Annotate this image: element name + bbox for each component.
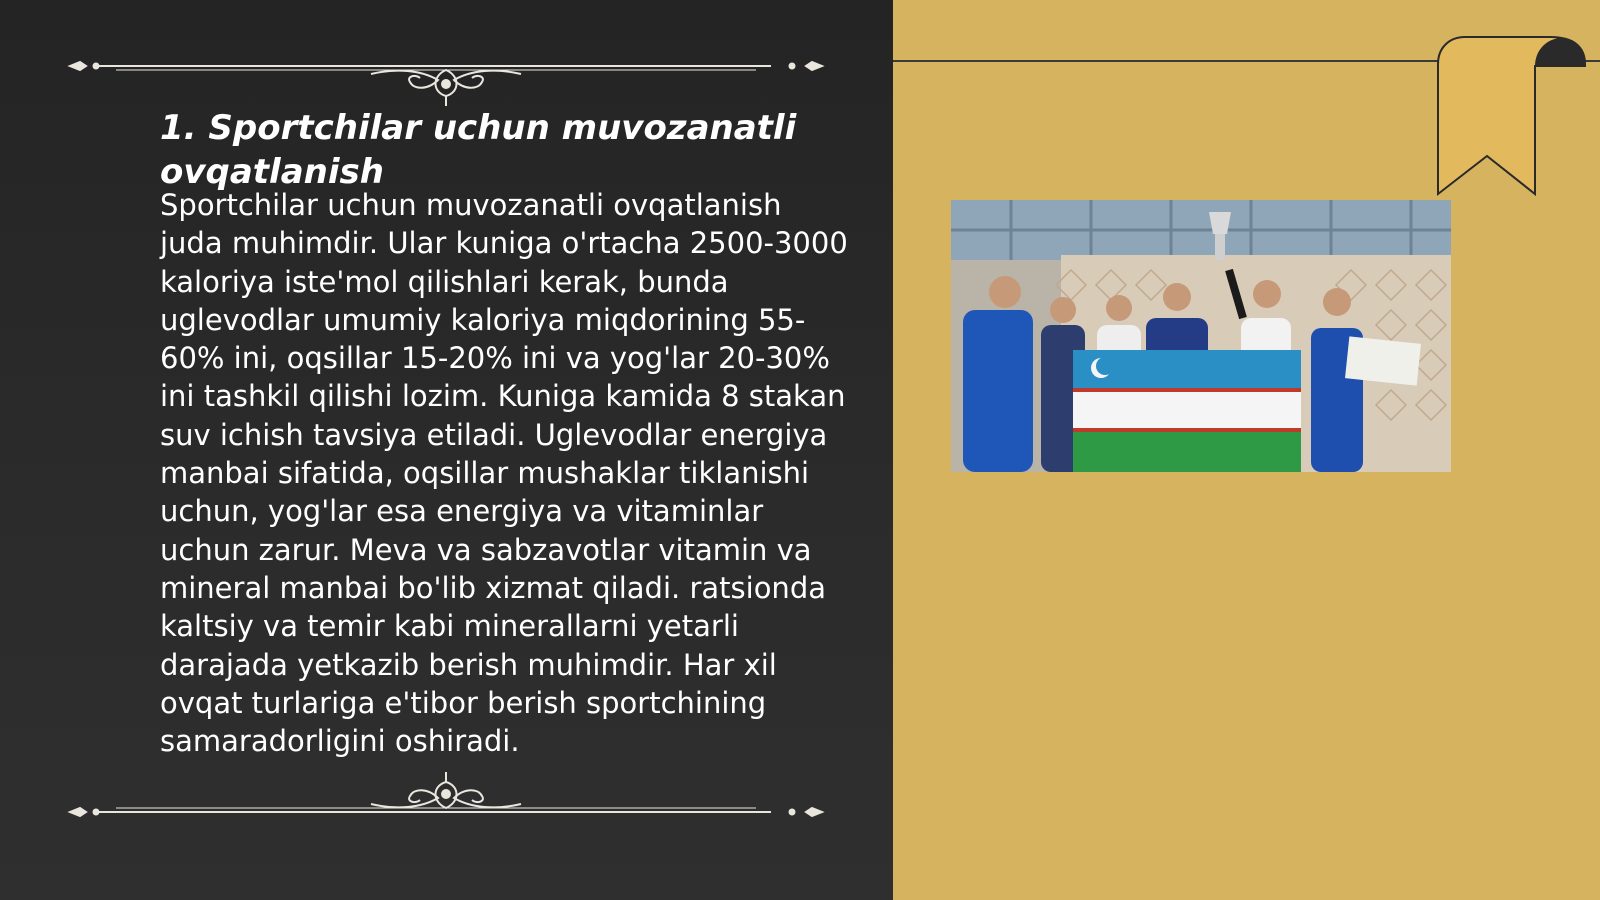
slide-title: 1. Sportchilar uchun muvozanatli ovqatlanish (160, 108, 797, 192)
bookmark-ribbon-icon (1435, 36, 1600, 198)
team-with-flag-photo (951, 200, 1451, 472)
slide-body-text: Sportchilar uchun muvozanatli ovqatlanish juda muhimdir. Ular kuniga o'rtacha 2500-3000 kaloriya iste'mol qilishlari kerak, bunda uglevodlar umumiy kaloriya miqdorining 55-60% ini, oqsillar 15-20% ini va yog'lar 20-30% ini tashkil qilishi lozim. Kuniga kamida 8 stakan suv ichish tavsiya etiladi. Uglevodlar energiya manbai sifatida, oqsillar mushaklar tiklanishi uchun, yog'lar esa energiya va vitaminlar uchun zarur. Meva va sabzavotlar vitamin va mineral manbai bo'lib xizmat qiladi. ratsionda kaltsiy va temir kabi minerallarni yetarli darajada yetkazib berish muhimdir. Har xil ovqat turlariga e'tibor berish sportchining samaradorligini oshiradi. (160, 188, 848, 759)
bottom-ornament-divider-icon (66, 772, 826, 832)
top-ornament-divider-icon (66, 46, 826, 106)
